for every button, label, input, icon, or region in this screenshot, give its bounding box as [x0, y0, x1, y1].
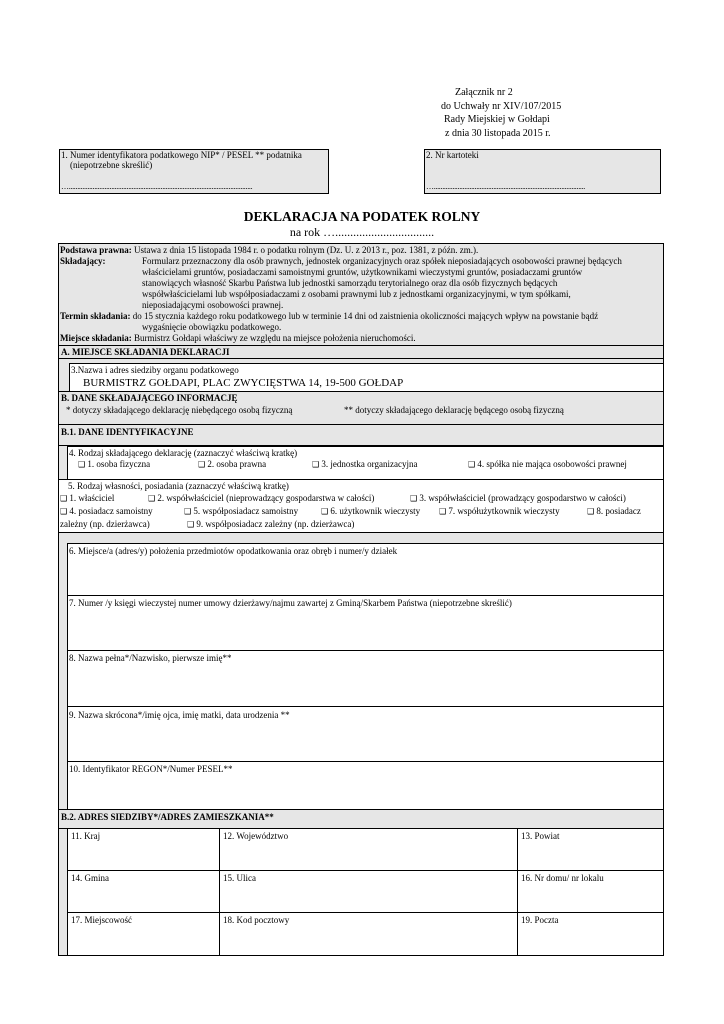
filer-line-2: właścicielami gruntów, posiadaczami samoistnymi gruntów, użytkownikami wieczystymi gruntów, posiadaczami gruntów — [142, 267, 583, 277]
deadline-line-2: wygaśnięcie obowiązku podatkowego. — [142, 322, 282, 332]
checkbox-icon: ❑ — [312, 460, 320, 469]
ownership-type-field — [58, 479, 664, 533]
short-name-label: 9. Nazwa skrócona*/imię ojca, imię matki, data urodzenia ** — [69, 710, 290, 720]
checkbox-icon: ❑ — [439, 507, 447, 516]
legal-basis-label: Podstawa prawna: — [60, 245, 132, 255]
section-b-note-2: ** dotyczy składającego deklarację będącego osobą fizyczną — [344, 405, 564, 415]
deadline-row — [60, 311, 598, 322]
option-label: 9. współposiadacz zależny (np. dzierżawca) — [196, 519, 355, 529]
filer-type-option-3[interactable] — [312, 459, 417, 470]
full-name-field[interactable] — [67, 650, 664, 707]
property-location-label: 6. Miejsce/a (adres/y) położenia przedmiotów opodatkowania oraz obręb i numer/y działek — [69, 546, 398, 556]
page-title: DEKLARACJA NA PODATEK ROLNY — [243, 209, 481, 224]
section-b-header — [58, 391, 664, 425]
regon-pesel-field[interactable] — [67, 761, 664, 810]
section-a-header — [58, 345, 664, 359]
option-label: 4. posiadacz samoistny — [69, 506, 153, 516]
option-label: 1. osoba fizyczna — [87, 459, 151, 469]
property-location-field[interactable] — [67, 543, 664, 596]
county-label: 13. Powiat — [521, 831, 560, 841]
option-label: 5. współposiadacz samoistny — [193, 506, 299, 516]
postal-code-field[interactable] — [219, 912, 518, 956]
option-label: 6. użytkownik wieczysty — [330, 506, 421, 516]
ownership-option-4[interactable] — [60, 506, 153, 517]
deadline-line-1: do 15 stycznia każdego roku podatkowego lub w terminie 14 dni od zaistnienia okoliczności mających wpływ na powstanie bądź — [132, 311, 599, 321]
legal-basis-row — [60, 245, 478, 256]
filer-label — [60, 256, 106, 267]
ownership-option-3[interactable] — [410, 493, 626, 504]
section-a-body — [58, 358, 664, 392]
filer-line-3: stanowiących własność Skarbu Państwa lub jednostki samorządu terytorialnego oraz dla osób fizycznych będących — [142, 278, 558, 288]
annex-line-1: Załącznik nr 2 — [455, 87, 513, 98]
house-number-field[interactable] — [517, 870, 664, 913]
filer-type-field — [67, 446, 664, 480]
option-label: 1. właściciel — [69, 493, 115, 503]
section-b2-title: B.2. ADRES SIEDZIBY*/ADRES ZAMIESZKANIA** — [61, 812, 274, 822]
option-label: 4. spółka nie mająca osobowości prawnej — [477, 459, 627, 469]
option-label: 2. współwłaściciel (nieprowadzący gospodarstwa w całości) — [157, 493, 375, 503]
voivodeship-field[interactable] — [219, 828, 518, 871]
option-label: 3. jednostka organizacyjna — [321, 459, 418, 469]
ownership-option-9[interactable] — [187, 519, 354, 530]
legal-info-block — [58, 243, 664, 346]
checkbox-icon: ❑ — [468, 460, 476, 469]
place-text: Burmistrz Gołdapi właściwy ze względu na miejsce położenia nieruchomości. — [134, 333, 416, 343]
country-label: 11. Kraj — [71, 831, 101, 841]
full-name-label: 8. Nazwa pełna*/Nazwisko, pierwsze imię** — [69, 653, 232, 663]
ownership-option-2[interactable] — [148, 493, 374, 504]
filer-line-1: Formularz przeznaczony dla osób prawnych, jednostek organizacyjnych oraz spółek nieposiadających osobowości prawnej będących — [142, 256, 622, 266]
ownership-option-1[interactable] — [60, 493, 114, 504]
filer-type-option-1[interactable] — [78, 459, 150, 470]
option-label: 8. posiadacz — [596, 506, 641, 516]
checkbox-icon: ❑ — [148, 494, 156, 503]
filer-line-5: nieposiadającymi osobowości prawnej. — [142, 300, 284, 310]
ownership-option-8[interactable] — [587, 506, 641, 517]
ownership-type-label: 5. Rodzaj własności, posiadania (zaznaczyć właściwą kratkę) — [68, 481, 289, 491]
city-field[interactable] — [67, 912, 220, 956]
checkbox-icon: ❑ — [78, 460, 86, 469]
ownership-option-8-continued: zależny (np. dzierżawca) — [60, 519, 150, 529]
house-number-label: 16. Nr domu/ nr lokalu — [521, 873, 604, 883]
short-name-field[interactable] — [67, 706, 664, 762]
annex-header — [441, 86, 561, 140]
land-register-label: 7. Numer /y księgi wieczystej numer umowy dzierżawy/najmu zawartej z Gminą/Skarbem Państwa (niepotrzebne skreślić) — [69, 598, 512, 608]
ownership-option-5[interactable] — [184, 506, 298, 517]
checkbox-icon: ❑ — [587, 507, 595, 516]
annex-line-4: z dnia 30 listopada 2015 r. — [445, 127, 551, 139]
checkbox-icon: ❑ — [60, 494, 68, 503]
county-field[interactable] — [517, 828, 664, 871]
checkbox-icon: ❑ — [60, 507, 68, 516]
tax-office-field[interactable] — [69, 363, 664, 393]
card-number-dots: …......................................................................................... — [426, 182, 586, 191]
checkbox-icon: ❑ — [187, 520, 195, 529]
card-number-box[interactable] — [424, 149, 661, 194]
city-label: 17. Miejscowość — [71, 915, 132, 925]
place-label: Miejsce składania: — [60, 333, 132, 343]
place-row — [60, 333, 416, 344]
checkbox-icon: ❑ — [410, 494, 418, 503]
tax-office-label: 3.Nazwa i adres siedziby organu podatkowego — [71, 365, 239, 375]
filer-type-option-4[interactable] — [468, 459, 627, 470]
filer-type-option-2[interactable] — [198, 459, 266, 470]
option-label: 3. współwłaściciel (prowadzący gospodarstwo w całości) — [419, 493, 626, 503]
regon-pesel-label: 10. Identyfikator REGON*/Numer PESEL** — [69, 764, 233, 774]
section-b-note-1: * dotyczy składającego deklarację niebędącego osobą fizyczną — [66, 405, 293, 415]
filer-type-label: 4. Rodzaj składającego deklarację (zaznaczyć właściwą kratkę) — [69, 448, 298, 458]
tax-office-value: BURMISTRZ GOŁDAPI, PLAC ZWYCIĘSTWA 14, 19-500 GOŁDAP — [83, 377, 404, 389]
filer-line-4: współwłaścicielami lub współposiadaczami z osobami prawnymi lub z jednostkami organizacyjnymi, w tym spółkami, — [142, 289, 571, 299]
section-b2-header — [58, 809, 664, 829]
voivodeship-label: 12. Województwo — [223, 831, 289, 841]
nip-pesel-label: 1. Numer identyfikatora podatkowego NIP* / PESEL ** podatnika — [61, 150, 302, 160]
option-label: 2. osoba prawna — [207, 459, 267, 469]
checkbox-icon: ❑ — [321, 507, 329, 516]
annex-line-3: Rady Miejskiej w Gołdapi — [444, 114, 550, 125]
annex-line-2: do Uchwały nr XIV/107/2015 — [441, 100, 562, 112]
nip-pesel-dots: …............................................................................................................ — [61, 182, 253, 191]
section-a-title: A. MIEJSCE SKŁADANIA DEKLARACJI — [61, 347, 230, 357]
ownership-option-7[interactable] — [439, 506, 560, 517]
country-field[interactable] — [67, 828, 220, 871]
commune-label: 14. Gmina — [71, 873, 109, 883]
card-number-label: 2. Nr kartoteki — [426, 150, 479, 160]
page-subtitle: na rok …................................. — [289, 225, 435, 239]
ownership-option-6[interactable] — [321, 506, 420, 517]
street-field[interactable] — [219, 870, 518, 913]
nip-pesel-box[interactable] — [59, 149, 329, 194]
checkbox-icon: ❑ — [198, 460, 206, 469]
nip-pesel-note: (niepotrzebne skreślić) — [70, 160, 153, 170]
deadline-label: Termin składania: — [60, 311, 131, 321]
checkbox-icon: ❑ — [184, 507, 192, 516]
land-register-field[interactable] — [67, 595, 664, 651]
post-office-label: 19. Poczta — [521, 915, 559, 925]
section-b-title: B. DANE SKŁADAJĄCEGO INFORMACJĘ — [61, 393, 238, 403]
post-office-field[interactable] — [517, 912, 664, 956]
option-label: 7. współużytkownik wieczysty — [448, 506, 560, 516]
filer-label-text: Składający: — [60, 256, 106, 266]
street-label: 15. Ulica — [223, 873, 256, 883]
commune-field[interactable] — [67, 870, 220, 913]
legal-basis-text: Ustawa z dnia 15 listopada 1984 r. o podatku rolnym (Dz. U. z 2013 r., poz. 1381, z późn. zm.). — [134, 245, 479, 255]
section-b1-title: B.1. DANE IDENTYFIKACYJNE — [61, 427, 194, 437]
section-b1-header — [58, 424, 664, 446]
postal-code-label: 18. Kod pocztowy — [223, 915, 290, 925]
